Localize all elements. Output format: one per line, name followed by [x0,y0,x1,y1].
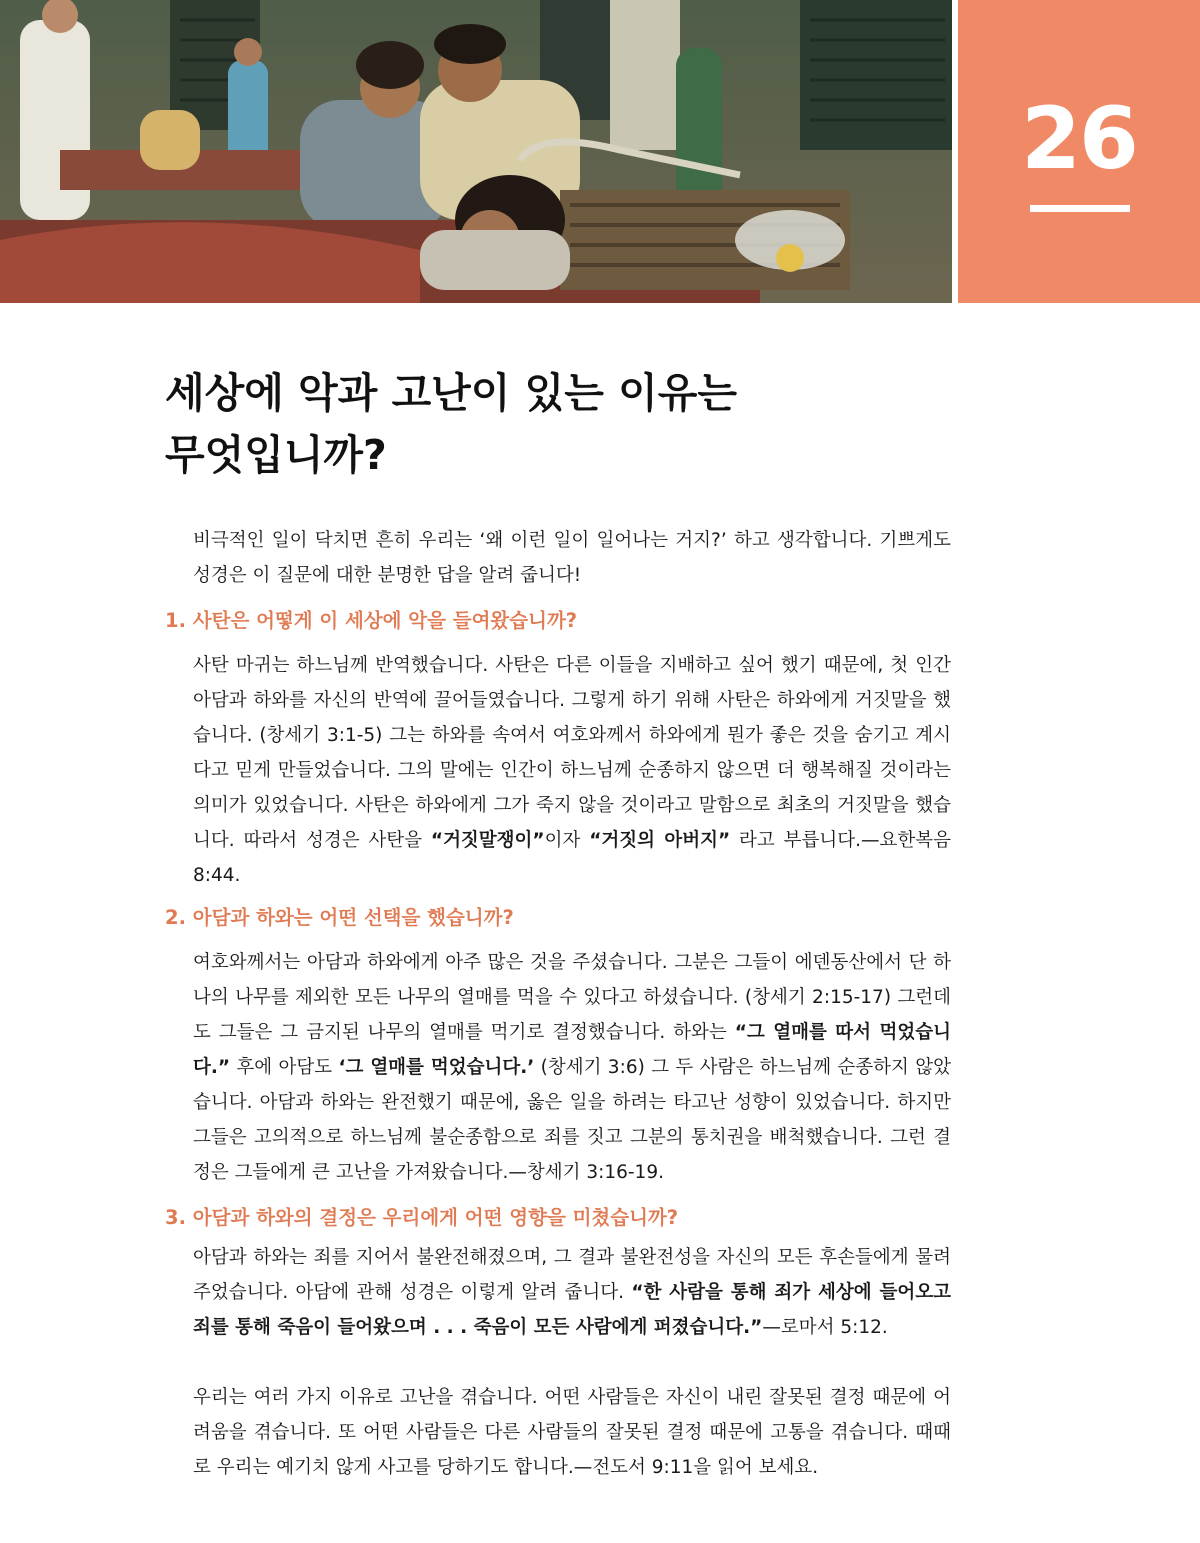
page-title [165,362,925,486]
answer-3-text-b: —로마서 5:12. [762,1317,888,1338]
hero-photo [0,0,952,303]
question-3-heading: 3. 아담과 하와의 결정은 우리에게 어떤 영향을 미쳤습니까? [165,1206,679,1229]
answer-1-text-c: 라고 부릅니다.—요한복음 8:44. [193,830,951,886]
answer-3-text-a: 아담과 하와는 죄를 지어서 불완전해졌으며, 그 결과 불완전성을 자신의 모든 후손들에게 물려주었습니다. 아담에 관해 성경은 이렇게 알려 줍니다. [193,1247,951,1303]
lesson-underline [1030,205,1130,212]
title-line-2: 무엇입니까? [165,431,387,479]
answer-3-paragraph-2: 우리는 여러 가지 이유로 고난을 겪습니다. 어떤 사람들은 자신이 내린 잘못된 결정 때문에 어려움을 겪습니다. 또 어떤 사람들은 다른 사람들의 잘못된 결정 때문에 고통을 겪습니다. 때때로 우리는 예기치 않게 사고를 당하기도 합니다.—전도서 9:11을 읽어 보세요. [193,1387,951,1478]
answer-1-text-a: 사탄 마귀는 하느님께 반역했습니다. 사탄은 다른 이들을 지배하고 싶어 했기 때문에, 첫 인간 아담과 하와를 자신의 반역에 끌어들였습니다. 그렇게 하기 위해 사탄은 하와에게 거짓말을 했습니다. (창세기 3:1-5) 그는 하와를 속여서 여호와께서 하와에게 뭔가 좋은 것을 숨기고 계시다고 믿게 만들었습니다. 그의 말에는 인간이 하느님께 순종하지 않으면 더 행복해질 것이라는 의미가 있었습니다. 사탄은 하와에게 그가 죽지 않을 것이라고 말함으로 최초의 거짓말을 했습니다. 따라서 성경은 사탄을 [193,655,951,851]
answer-1-paragraph [193,648,951,893]
answer-2-bold-b: ‘그 열매를 먹었습니다.’ [338,1057,535,1078]
answer-3-bold-a: “한 사람을 통해 죄가 세상에 들어오고 죄를 통해 죽음이 들어왔으며 . . . 죽음이 모든 사람에게 퍼졌습니다.” [193,1282,951,1338]
answer-1-text-b: 이자 [544,830,590,851]
question-1-heading: 1. 사탄은 어떻게 이 세상에 악을 들여왔습니까? [165,609,578,632]
lesson-number: 26 [1021,89,1137,189]
answer-2-text-c: (창세기 3:6) 그 두 사람은 하느님께 순종하지 않았습니다. 아담과 하와는 완전했기 때문에, 옳은 일을 하려는 타고난 성향이 있었습니다. 하지만 그들은 고의적으로 하느님께 불순종함으로 죄를 짓고 그분의 통치권을 배척했습니다. 그런 결정은 그들에게 큰 고난을 가져왔습니다.—창세기 3:16-19. [193,1057,952,1183]
lesson-number-box [958,0,1200,303]
hospital-scene-illustration [0,0,952,303]
title-line-1: 세상에 악과 고난이 있는 이유는 [165,369,737,417]
intro-paragraph: 비극적인 일이 닥치면 흔히 우리는 ‘왜 이런 일이 일어나는 거지?’ 하고 생각합니다. 기쁘게도 성경은 이 질문에 대한 분명한 답을 알려 줍니다! [193,530,951,586]
answer-1-bold-a: “거짓말쟁이” [430,830,545,851]
answer-2-bold-a: “그 열매를 따서 먹었습니다.” [193,1022,951,1078]
answer-2-text-a: 여호와께서는 아담과 하와에게 아주 많은 것을 주셨습니다. 그분은 그들이 에덴동산에서 단 하나의 나무를 제외한 모든 나무의 열매를 먹을 수 있다고 하셨습니다. (창세기 2:15-17) 그런데도 그들은 그 금지된 나무의 열매를 먹기로 결정했습니다. 하와는 [193,952,951,1043]
answer-3-paragraph [193,1240,951,1345]
answer-2-paragraph [193,945,951,1190]
answer-2-text-b: 후에 아담도 [230,1057,339,1078]
answer-1-bold-b: “거짓의 아버지” [589,830,731,851]
question-2-heading: 2. 아담과 하와는 어떤 선택을 했습니까? [165,906,514,929]
